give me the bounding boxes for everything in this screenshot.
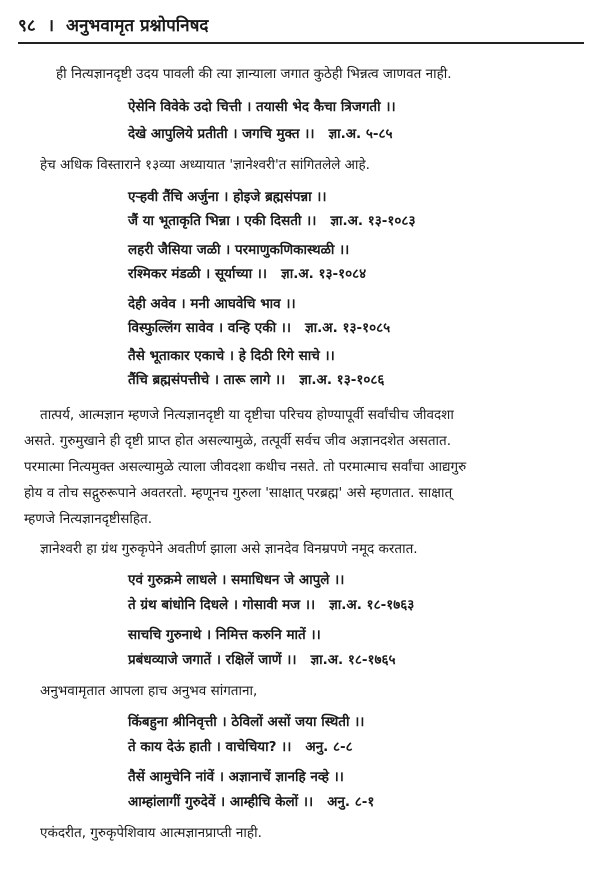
verse-line — [128, 97, 396, 117]
verse-reference: अनु. ८-८ — [305, 739, 353, 755]
verse-line — [128, 767, 344, 787]
line-text: तात्पर्य, आत्मज्ञान म्हणजे नित्यज्ञानदृष्टी या दृष्टीचा परिचय होण्यापूर्वी सर्वांचीच जीवदशा — [40, 407, 454, 423]
verse-line — [128, 737, 353, 757]
line-text: एऱ्हवी तैंचि अर्जुना । होइजे ब्रह्मसंपन्ना ।। — [128, 189, 327, 205]
verse-line — [128, 346, 335, 366]
line-text: प्रबंधव्याजे जगातें । रक्षिलें जाणें ।। — [128, 652, 297, 668]
verse-line — [128, 124, 393, 144]
book-title: अनुभवामृत प्रश्नोपनिषद — [65, 16, 209, 36]
line-text: ते काय देऊं हाती । वाचेचिया? ।। — [128, 739, 292, 755]
line-text: म्हणजे नित्यज्ञानदृष्टीसहित. — [24, 511, 153, 527]
line-text: ते ग्रंथ बांधोनि दिधले । गोसावी मज ।। — [128, 597, 316, 613]
verse-reference: ज्ञा.अ. १३-१०८६ — [299, 372, 385, 388]
line-text: देखे आपुलिये प्रतीती । जगचि मुक्त ।। — [128, 126, 315, 142]
verse-line — [128, 650, 396, 670]
line-text: परमात्मा नित्यमुक्त असल्यामुळे त्याला जीवदशा कधीच नसते. तो परमात्माच सर्वांचा आद्यगुरु — [24, 459, 467, 475]
line-text: असते. गुरुमुखाने ही दृष्टी प्राप्त होत असल्यामुळे, तत्पूर्वी सर्वच जीव अज्ञानदशेत असतात. — [24, 433, 452, 449]
verse-line — [128, 264, 366, 284]
prose-line — [40, 539, 418, 559]
prose-line — [24, 431, 451, 451]
page-number: ९८ — [18, 16, 36, 36]
line-text: किंबहुना श्रीनिवृत्ती । ठेविलों असों जया स्थिती ।। — [128, 714, 365, 730]
verse-reference: अनु. ८-१ — [327, 794, 375, 810]
verse-line — [128, 625, 321, 645]
header-divider — [18, 42, 584, 44]
prose-line — [40, 681, 257, 701]
prose-line — [24, 509, 152, 529]
line-text: देही अवेव । मनी आघवेचि भाव ।। — [128, 296, 296, 312]
verse-line — [128, 370, 384, 390]
line-text: हेच अधिक विस्ताराने १३व्या अध्यायात 'ज्ञानेश्वरी'त सांगितलेले आहे. — [40, 157, 370, 173]
line-text: विस्फुल्लिंग सावेव । वन्हि एकी ।। — [128, 320, 292, 336]
verse-reference: ज्ञा.अ. ५-८५ — [328, 126, 393, 142]
line-text: साचचि गुरुनाथे । निमित्त करुनि मातें ।। — [128, 627, 321, 643]
line-text: अनुभवामृतात आपला हाच अनुभव सांगताना, — [40, 683, 258, 699]
line-text: तैसे भूताकार एकाचे । हे दिठी रिगे साचे ।। — [128, 348, 335, 364]
line-text: ही नित्यज्ञानदृष्टी उदय पावली की त्या ज्ञान्याला जगात कुठेही भिन्नत्व जाणवत नाही. — [56, 66, 452, 82]
line-text: एकंदरीत, गुरुकृपेशिवाय आत्मज्ञानप्राप्ती नाही. — [40, 825, 262, 841]
verse-reference: ज्ञा.अ. १८-१७६३ — [329, 597, 415, 613]
verse-line — [128, 712, 364, 732]
line-text: होय व तोच सद्गुरुरूपाने अवतरतो. म्हणूनच गुरुला 'साक्षात् परब्रह्म' असे म्हणतात. साक्षात् — [24, 485, 453, 501]
verse-reference: ज्ञा.अ. १३-१०८४ — [281, 266, 367, 282]
verse-line — [128, 792, 374, 812]
page-header — [18, 14, 584, 38]
line-text: लहरी जैसिया जळी । परमाणुकणिकास्थळी ।। — [128, 242, 350, 258]
verse-reference: ज्ञा.अ. १३-१०८३ — [330, 213, 416, 229]
verse-line — [128, 187, 327, 207]
verse-line — [128, 294, 296, 314]
line-text: ऐसेनि विवेके उदो चित्ती । तयासी भेद कैचा त्रिजगती ।। — [128, 99, 396, 115]
header-separator: । — [47, 16, 55, 36]
verse-line — [128, 570, 344, 590]
line-text: आम्हांलागीं गुरुदेवें । आम्हीचि केलों ।। — [128, 794, 314, 810]
prose-line — [40, 155, 370, 175]
line-text: रश्मिकर मंडळी । सूर्याच्या ।। — [128, 266, 268, 282]
verse-reference: ज्ञा.अ. १८-१७६५ — [310, 652, 396, 668]
verse-line — [128, 211, 415, 231]
line-text: एवं गुरुक्रमे लाधले । समाधिधन जे आपुले ।। — [128, 572, 345, 588]
verse-line — [128, 595, 414, 615]
prose-line — [24, 457, 466, 477]
line-text: तैंचि ब्रह्मसंपत्तीचे । तारू लागे ।। — [128, 372, 286, 388]
prose-line — [40, 823, 262, 843]
verse-line — [128, 318, 390, 338]
prose-line — [56, 64, 452, 84]
prose-line — [24, 483, 452, 503]
prose-line — [40, 405, 454, 425]
line-text: जैं या भूताकृति भिन्ना । एकी दिसती ।। — [128, 213, 317, 229]
line-text: ज्ञानेश्वरी हा ग्रंथ गुरुकृपेने अवतीर्ण झाला असे ज्ञानदेव विनम्रपणे नमूद करतात. — [40, 541, 418, 557]
line-text: तैसें आमुचेनि नांवें । अज्ञानाचें ज्ञानहि नव्हे ।। — [128, 769, 344, 785]
verse-reference: ज्ञा.अ. १३-१०८५ — [305, 320, 391, 336]
verse-line — [128, 240, 349, 260]
